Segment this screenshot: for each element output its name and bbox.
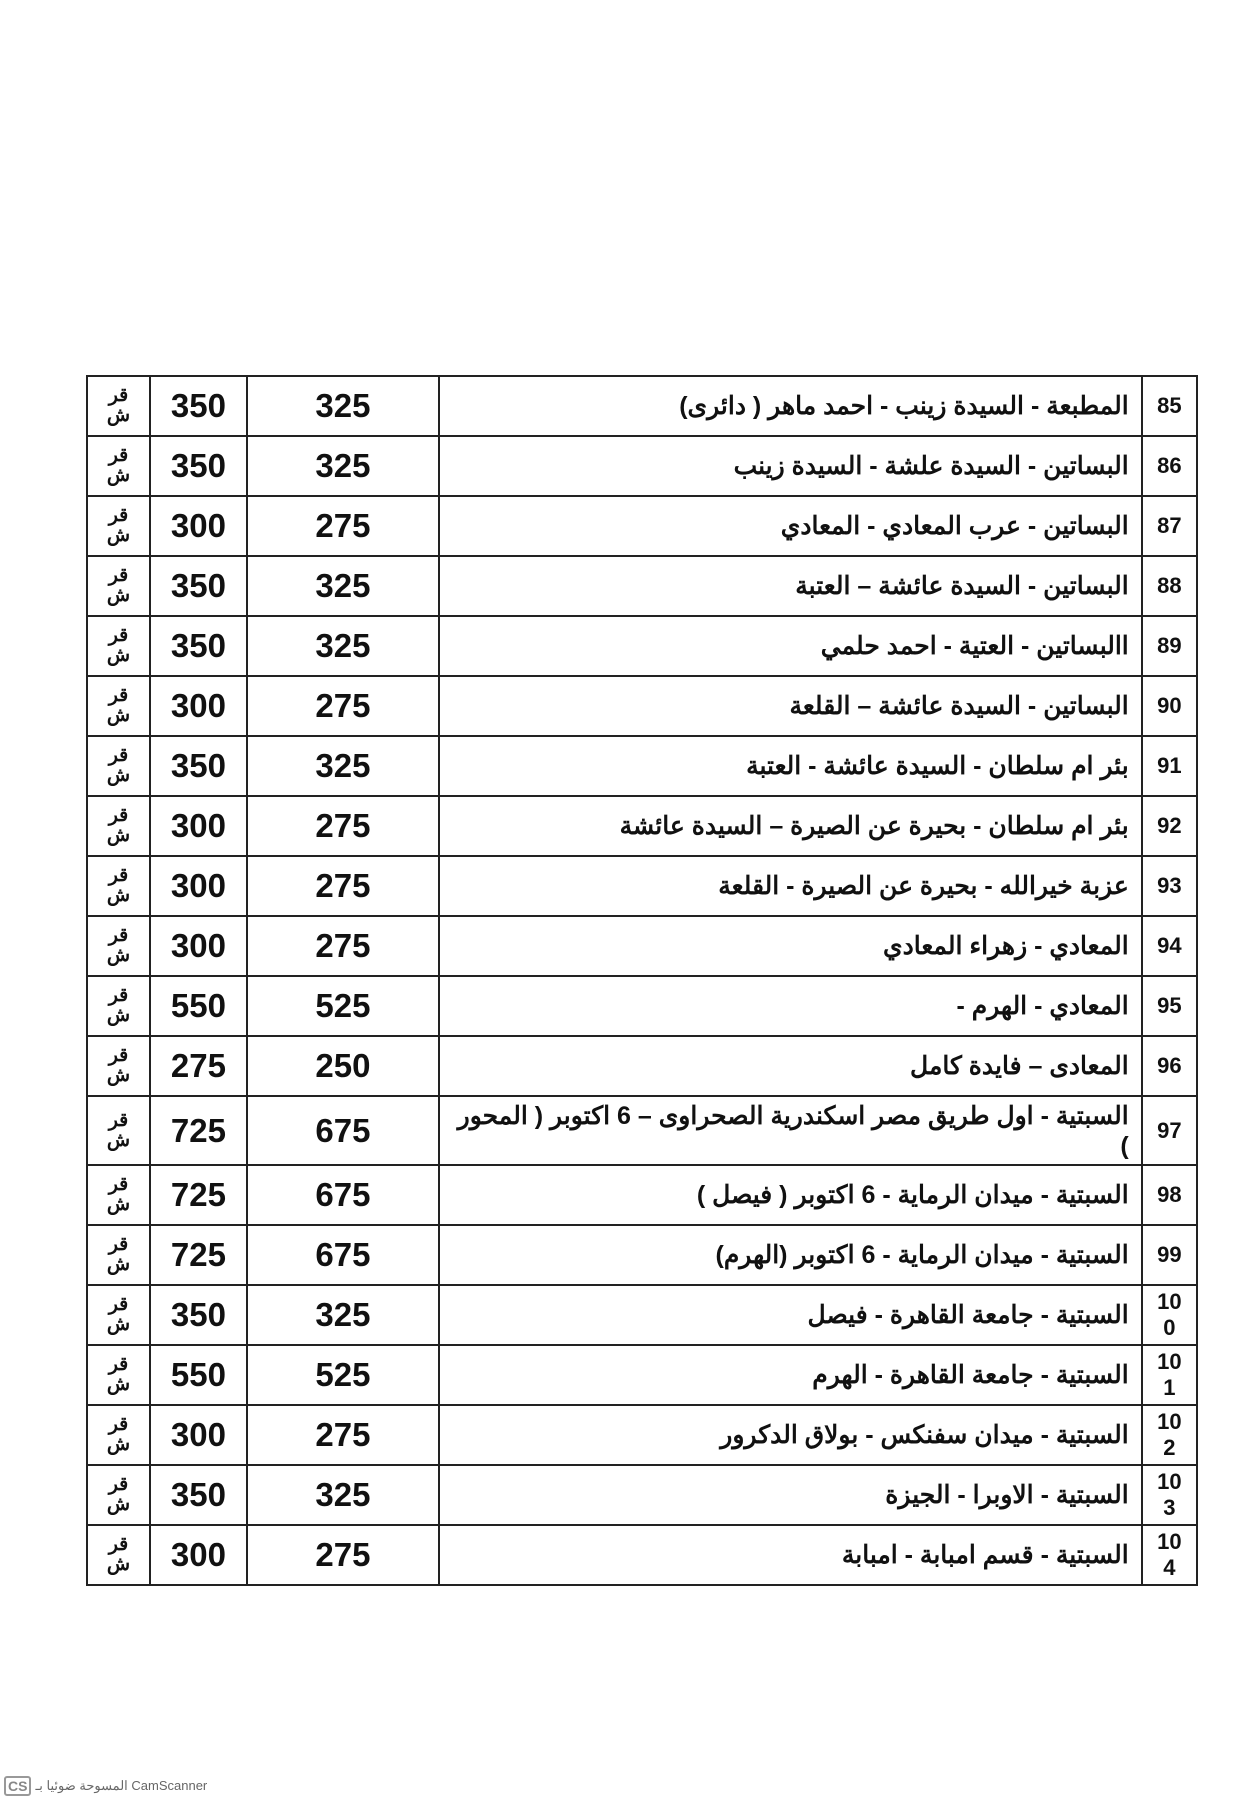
route-cell: السبتية - اول طريق مصر اسكندرية الصحراوى – 6 اكتوبر ( المحور ) [439,1096,1142,1165]
fare-cell: 275 [247,916,439,976]
currency-cell [87,1285,150,1345]
row-number: 103 [1157,1469,1182,1520]
fare-new-cell: 350 [150,616,247,676]
row-number: 86 [1157,453,1182,478]
row-number-cell [1142,856,1197,916]
table-row [87,496,1197,556]
camscanner-logo-icon: CS [4,1776,31,1796]
currency-cell [87,976,150,1036]
row-number: 97 [1157,1117,1182,1143]
route-cell: البساتين - السيدة عائشة – القلعة [439,676,1142,736]
table-row [87,1465,1197,1525]
fare-cell: 275 [247,676,439,736]
table-row [87,1285,1197,1345]
fare-new-cell: 350 [150,436,247,496]
row-number-cell [1142,1165,1197,1225]
currency-cell [87,1465,150,1525]
table-row [87,1165,1197,1225]
fare-cell: 275 [247,796,439,856]
currency-label: قر ش [106,685,131,726]
route-cell: البساتين - السيدة علشة - السيدة زينب [439,436,1142,496]
row-number-cell [1142,916,1197,976]
fare-new-cell: 550 [150,976,247,1036]
fare-new-cell: 725 [150,1225,247,1285]
currency-label: قر ش [106,1414,131,1455]
row-number: 98 [1157,1182,1182,1207]
currency-label: قر ش [106,865,131,906]
currency-label: قر ش [106,1109,131,1151]
table-row [87,1345,1197,1405]
route-cell: السبتية - ميدان الرماية - 6 اكتوبر ( فيصل ) [439,1165,1142,1225]
row-number: 102 [1157,1409,1182,1460]
fare-cell: 675 [247,1165,439,1225]
row-number: 104 [1157,1529,1182,1580]
currency-cell [87,376,150,436]
fare-cell: 325 [247,436,439,496]
table-row [87,376,1197,436]
row-number-cell [1142,796,1197,856]
fare-cell: 275 [247,856,439,916]
table-row [87,976,1197,1036]
fare-cell: 325 [247,556,439,616]
row-number-cell [1142,1225,1197,1285]
currency-label: قر ش [106,565,131,606]
fare-new-cell: 300 [150,916,247,976]
route-cell: السبتية - جامعة القاهرة - فيصل [439,1285,1142,1345]
row-number: 89 [1157,633,1182,658]
currency-cell [87,1096,150,1165]
table-row [87,916,1197,976]
fare-table [86,375,1198,1586]
fare-new-cell: 300 [150,796,247,856]
route-cell: البساتين - عرب المعادي - المعادي [439,496,1142,556]
fare-new-cell: 300 [150,676,247,736]
fare-new-cell: 350 [150,736,247,796]
fare-cell: 250 [247,1036,439,1096]
fare-cell: 275 [247,1525,439,1585]
table-row [87,616,1197,676]
currency-cell [87,1525,150,1585]
currency-label: قر ش [106,1045,131,1086]
currency-cell [87,796,150,856]
row-number: 96 [1157,1053,1182,1078]
currency-label: قر ش [106,745,131,786]
currency-cell [87,1405,150,1465]
currency-label: قر ش [106,1294,131,1335]
route-cell: المطبعة - السيدة زينب - احمد ماهر ( دائرى) [439,376,1142,436]
route-cell: بئر ام سلطان - السيدة عائشة - العتبة [439,736,1142,796]
currency-label: قر ش [106,1474,131,1515]
currency-label: قر ش [106,985,131,1026]
camscanner-watermark [4,1776,207,1796]
row-number-cell [1142,1285,1197,1345]
table-row [87,796,1197,856]
row-number-cell [1142,736,1197,796]
currency-cell [87,616,150,676]
route-cell: السبتية - ميدان الرماية - 6 اكتوبر (الهرم) [439,1225,1142,1285]
fare-cell: 275 [247,496,439,556]
currency-label: قر ش [106,1354,131,1395]
route-cell: السبتية - الاوبرا - الجيزة [439,1465,1142,1525]
fare-cell: 325 [247,1465,439,1525]
fare-new-cell: 350 [150,1285,247,1345]
fare-new-cell: 350 [150,1465,247,1525]
route-cell: البساتين - السيدة عائشة – العتبة [439,556,1142,616]
route-cell: بئر ام سلطان - بحيرة عن الصيرة – السيدة عائشة [439,796,1142,856]
row-number-cell [1142,616,1197,676]
fare-cell: 675 [247,1225,439,1285]
fare-new-cell: 300 [150,1405,247,1465]
currency-cell [87,676,150,736]
row-number-cell [1142,1465,1197,1525]
fare-new-cell: 300 [150,856,247,916]
row-number: 92 [1157,813,1182,838]
currency-cell [87,736,150,796]
fare-cell: 275 [247,1405,439,1465]
currency-cell [87,916,150,976]
fare-new-cell: 550 [150,1345,247,1405]
table-row [87,556,1197,616]
currency-label: قر ش [106,805,131,846]
fare-cell: 325 [247,736,439,796]
currency-label: قر ش [106,1234,131,1275]
route-cell: المعادي - زهراء المعادي [439,916,1142,976]
currency-cell [87,1225,150,1285]
row-number: 88 [1157,573,1182,598]
table-row [87,1405,1197,1465]
table-row [87,856,1197,916]
watermark-text: المسوحة ضوئيا بـ CamScanner [35,1778,208,1793]
route-cell: السبتية - ميدان سفنكس - بولاق الدكرور [439,1405,1142,1465]
currency-cell [87,496,150,556]
row-number: 94 [1157,933,1182,958]
table-row [87,1036,1197,1096]
row-number-cell [1142,556,1197,616]
fare-new-cell: 725 [150,1096,247,1165]
row-number: 95 [1157,993,1182,1018]
row-number: 93 [1157,873,1182,898]
row-number: 87 [1157,513,1182,538]
fare-new-cell: 300 [150,1525,247,1585]
fare-new-cell: 725 [150,1165,247,1225]
row-number: 99 [1157,1242,1182,1267]
currency-label: قر ش [106,1174,131,1215]
row-number-cell [1142,496,1197,556]
currency-label: قر ش [106,445,131,486]
fare-new-cell: 275 [150,1036,247,1096]
row-number-cell [1142,1096,1197,1165]
fare-cell: 675 [247,1096,439,1165]
table-row [87,676,1197,736]
fare-cell: 325 [247,616,439,676]
row-number-cell [1142,676,1197,736]
row-number: 90 [1157,693,1182,718]
currency-label: قر ش [106,1534,131,1575]
currency-cell [87,436,150,496]
row-number-cell [1142,436,1197,496]
route-cell: عزبة خيرالله - بحيرة عن الصيرة - القلعة [439,856,1142,916]
currency-label: قر ش [106,925,131,966]
currency-label: قر ش [106,385,131,426]
row-number-cell [1142,976,1197,1036]
table-row [87,1096,1197,1165]
currency-cell [87,1165,150,1225]
currency-label: قر ش [106,625,131,666]
row-number-cell [1142,1405,1197,1465]
row-number: 91 [1157,753,1182,778]
fare-cell: 525 [247,1345,439,1405]
row-number-cell [1142,1345,1197,1405]
row-number: 101 [1157,1349,1182,1400]
currency-cell [87,1036,150,1096]
row-number-cell [1142,1036,1197,1096]
route-cell: السبتية - قسم امبابة - امبابة [439,1525,1142,1585]
route-cell: االبساتين - العتية - احمد حلمي [439,616,1142,676]
row-number-cell [1142,1525,1197,1585]
currency-cell [87,1345,150,1405]
table-row [87,1525,1197,1585]
row-number-cell [1142,376,1197,436]
fare-cell: 325 [247,376,439,436]
fare-new-cell: 350 [150,376,247,436]
row-number: 100 [1157,1289,1182,1340]
route-cell: السبتية - جامعة القاهرة - الهرم [439,1345,1142,1405]
fare-new-cell: 300 [150,496,247,556]
table-row [87,736,1197,796]
fare-cell: 325 [247,1285,439,1345]
fare-new-cell: 350 [150,556,247,616]
table-row [87,1225,1197,1285]
currency-label: قر ش [106,505,131,546]
route-cell: المعادى – فايدة كامل [439,1036,1142,1096]
currency-cell [87,856,150,916]
row-number: 85 [1157,393,1182,418]
currency-cell [87,556,150,616]
fare-cell: 525 [247,976,439,1036]
table-row [87,436,1197,496]
route-cell: المعادي - الهرم - [439,976,1142,1036]
